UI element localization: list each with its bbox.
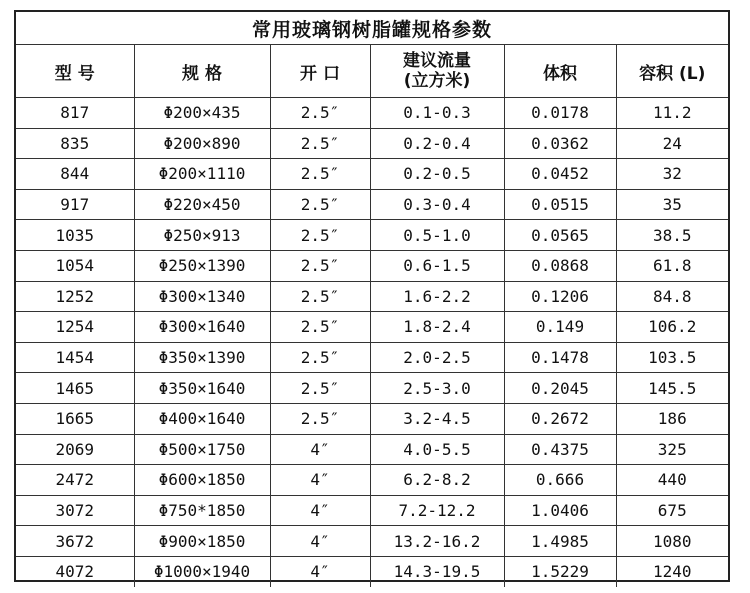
cell-flow: 2.5-3.0 [370, 373, 504, 404]
cell-spec: Φ300×1640 [134, 312, 270, 343]
table-row [16, 495, 728, 526]
cell-model: 917 [16, 189, 134, 220]
cell-model: 1035 [16, 220, 134, 251]
header-row [16, 45, 728, 98]
cell-model: 817 [16, 98, 134, 129]
cell-model: 1465 [16, 373, 134, 404]
cell-opening: 2.5″ [270, 281, 370, 312]
cell-opening: 4″ [270, 526, 370, 557]
header-flow-line1: 建议流量 [403, 51, 471, 71]
cell-flow: 2.0-2.5 [370, 342, 504, 373]
cell-spec: Φ200×1110 [134, 159, 270, 190]
table-title: 常用玻璃钢树脂罐规格参数 [16, 12, 728, 45]
cell-flow: 1.8-2.4 [370, 312, 504, 343]
cell-model: 1054 [16, 250, 134, 281]
cell-flow: 0.2-0.4 [370, 128, 504, 159]
cell-spec: Φ600×1850 [134, 465, 270, 496]
cell-spec: Φ400×1640 [134, 403, 270, 434]
cell-capacity: 106.2 [616, 312, 728, 343]
table-row [16, 373, 728, 404]
header-opening: 开 口 [270, 45, 370, 98]
cell-capacity: 325 [616, 434, 728, 465]
table-row [16, 342, 728, 373]
table-row [16, 526, 728, 557]
cell-volume: 0.2672 [504, 403, 616, 434]
cell-volume: 0.2045 [504, 373, 616, 404]
cell-opening: 2.5″ [270, 403, 370, 434]
cell-flow: 4.0-5.5 [370, 434, 504, 465]
table-body [16, 98, 728, 587]
cell-volume: 1.4985 [504, 526, 616, 557]
cell-capacity: 1080 [616, 526, 728, 557]
cell-model: 844 [16, 159, 134, 190]
cell-spec: Φ300×1340 [134, 281, 270, 312]
table-row [16, 250, 728, 281]
cell-flow: 0.1-0.3 [370, 98, 504, 129]
cell-flow: 14.3-19.5 [370, 556, 504, 586]
cell-capacity: 103.5 [616, 342, 728, 373]
cell-volume: 0.4375 [504, 434, 616, 465]
table-row [16, 220, 728, 251]
cell-volume: 0.0452 [504, 159, 616, 190]
table-row [16, 312, 728, 343]
cell-volume: 0.0362 [504, 128, 616, 159]
cell-flow: 0.6-1.5 [370, 250, 504, 281]
cell-opening: 2.5″ [270, 220, 370, 251]
cell-opening: 4″ [270, 495, 370, 526]
cell-model: 3672 [16, 526, 134, 557]
cell-spec: Φ750*1850 [134, 495, 270, 526]
cell-opening: 2.5″ [270, 250, 370, 281]
cell-opening: 2.5″ [270, 98, 370, 129]
cell-flow: 0.5-1.0 [370, 220, 504, 251]
table-row [16, 465, 728, 496]
cell-volume: 0.666 [504, 465, 616, 496]
header-spec: 规 格 [134, 45, 270, 98]
spec-sheet [14, 10, 730, 582]
spec-table [16, 45, 728, 587]
cell-capacity: 1240 [616, 556, 728, 586]
cell-flow: 0.3-0.4 [370, 189, 504, 220]
cell-flow: 3.2-4.5 [370, 403, 504, 434]
cell-volume: 1.5229 [504, 556, 616, 586]
table-row [16, 403, 728, 434]
cell-spec: Φ900×1850 [134, 526, 270, 557]
cell-capacity: 84.8 [616, 281, 728, 312]
table-row [16, 128, 728, 159]
cell-spec: Φ500×1750 [134, 434, 270, 465]
cell-spec: Φ250×913 [134, 220, 270, 251]
cell-capacity: 38.5 [616, 220, 728, 251]
cell-spec: Φ220×450 [134, 189, 270, 220]
cell-model: 2472 [16, 465, 134, 496]
cell-spec: Φ350×1390 [134, 342, 270, 373]
cell-model: 4072 [16, 556, 134, 586]
cell-flow: 0.2-0.5 [370, 159, 504, 190]
cell-opening: 2.5″ [270, 189, 370, 220]
header-flow [370, 45, 504, 98]
table-row [16, 434, 728, 465]
cell-opening: 2.5″ [270, 342, 370, 373]
cell-opening: 2.5″ [270, 373, 370, 404]
cell-model: 1254 [16, 312, 134, 343]
cell-flow: 1.6-2.2 [370, 281, 504, 312]
cell-volume: 1.0406 [504, 495, 616, 526]
cell-volume: 0.1478 [504, 342, 616, 373]
cell-model: 2069 [16, 434, 134, 465]
cell-spec: Φ350×1640 [134, 373, 270, 404]
cell-opening: 2.5″ [270, 312, 370, 343]
cell-opening: 2.5″ [270, 159, 370, 190]
cell-volume: 0.1206 [504, 281, 616, 312]
cell-capacity: 186 [616, 403, 728, 434]
cell-volume: 0.0868 [504, 250, 616, 281]
cell-capacity: 440 [616, 465, 728, 496]
cell-spec: Φ200×890 [134, 128, 270, 159]
cell-spec: Φ1000×1940 [134, 556, 270, 586]
cell-model: 1454 [16, 342, 134, 373]
cell-volume: 0.0565 [504, 220, 616, 251]
cell-opening: 4″ [270, 465, 370, 496]
cell-opening: 4″ [270, 434, 370, 465]
table-row [16, 556, 728, 586]
table-row [16, 159, 728, 190]
cell-model: 3072 [16, 495, 134, 526]
cell-flow: 13.2-16.2 [370, 526, 504, 557]
cell-volume: 0.0178 [504, 98, 616, 129]
table-row [16, 281, 728, 312]
cell-model: 1252 [16, 281, 134, 312]
cell-spec: Φ250×1390 [134, 250, 270, 281]
cell-volume: 0.149 [504, 312, 616, 343]
header-flow-line2: (立方米) [403, 71, 471, 91]
cell-capacity: 675 [616, 495, 728, 526]
cell-opening: 2.5″ [270, 128, 370, 159]
header-capacity: 容积 (L) [616, 45, 728, 98]
table-row [16, 98, 728, 129]
cell-opening: 4″ [270, 556, 370, 586]
cell-capacity: 35 [616, 189, 728, 220]
header-model: 型 号 [16, 45, 134, 98]
cell-capacity: 145.5 [616, 373, 728, 404]
table-row [16, 189, 728, 220]
cell-model: 1665 [16, 403, 134, 434]
header-volume: 体积 [504, 45, 616, 98]
cell-capacity: 11.2 [616, 98, 728, 129]
cell-capacity: 61.8 [616, 250, 728, 281]
cell-flow: 7.2-12.2 [370, 495, 504, 526]
cell-volume: 0.0515 [504, 189, 616, 220]
cell-capacity: 32 [616, 159, 728, 190]
cell-spec: Φ200×435 [134, 98, 270, 129]
cell-flow: 6.2-8.2 [370, 465, 504, 496]
cell-capacity: 24 [616, 128, 728, 159]
cell-model: 835 [16, 128, 134, 159]
